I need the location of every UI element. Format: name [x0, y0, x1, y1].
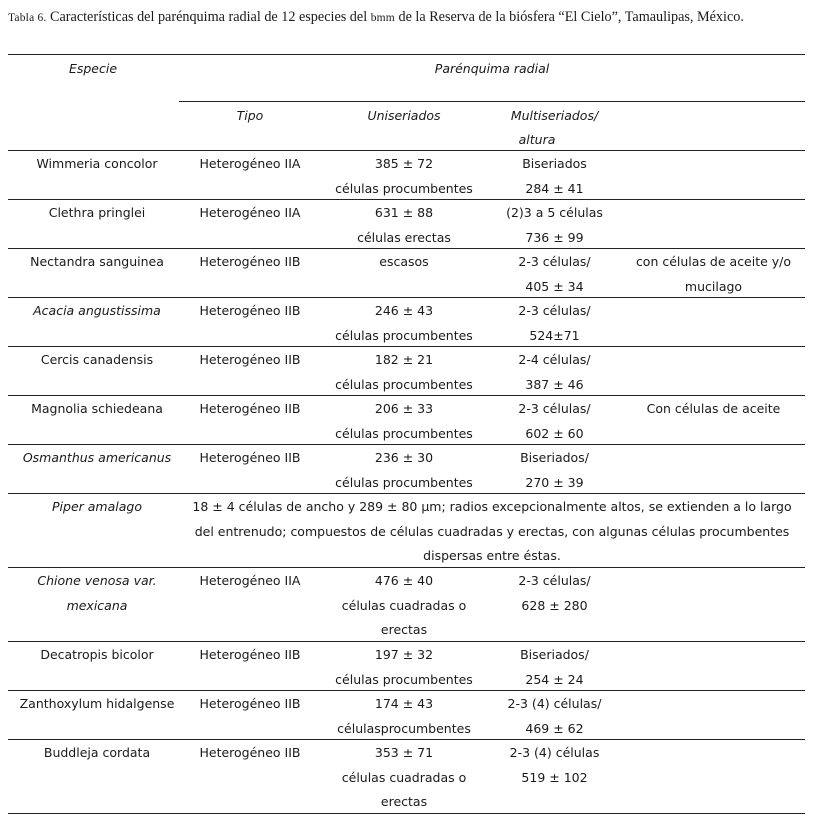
- row-rule: [8, 567, 805, 568]
- header-multiseriados: Multiseriados/: [510, 108, 599, 123]
- uniseriados-value: 476 ± 40: [374, 573, 434, 588]
- row-rule: [8, 248, 805, 249]
- uniseriados-value: 197 ± 32: [374, 647, 434, 662]
- caption-label: Tabla 6.: [8, 12, 47, 24]
- especie-name: Zanthoxylum hidalgense: [19, 696, 175, 711]
- especie-name: Chione venosa var.: [37, 573, 157, 588]
- especie-name: Buddleja cordata: [43, 745, 151, 760]
- row-rule: [8, 199, 805, 200]
- caption-text-end: de la Reserva de la biósfera “El Cielo”, Tamaulipas, México.: [394, 9, 744, 25]
- uniseriados-value: células procumbentes: [335, 327, 473, 343]
- especie-name: Piper amalago: [52, 499, 142, 514]
- row-rule: [8, 346, 805, 347]
- uniseriados-value: células procumbentes: [335, 671, 473, 687]
- uniseriados-value: células erectas: [357, 229, 451, 245]
- especie-name: Osmanthus americanus: [22, 450, 172, 465]
- uniseriados-value: 353 ± 71: [374, 745, 434, 760]
- uniseriados-value: células cuadradas o: [341, 597, 467, 613]
- table-caption: [8, 9, 814, 26]
- tipo-value: Heterogéneo IIB: [199, 696, 301, 711]
- tipo-value: Heterogéneo IIB: [199, 401, 301, 416]
- uniseriados-value: 236 ± 30: [374, 450, 434, 465]
- multiseriados-value: 2-3 células/: [518, 254, 591, 269]
- row-rule: [8, 739, 805, 740]
- especie-name: Clethra pringlei: [48, 205, 146, 220]
- especie-name: Nectandra sanguinea: [30, 254, 164, 269]
- multiseriados-value: 270 ± 39: [525, 474, 584, 490]
- multiseriados-value: 387 ± 46: [525, 376, 584, 392]
- uniseriados-value: escasos: [379, 254, 429, 269]
- especie-name: Magnolia schiedeana: [31, 401, 163, 416]
- uniseriados-value: 246 ± 43: [374, 303, 434, 318]
- uniseriados-value: 631 ± 88: [374, 205, 434, 220]
- extra-note: Con células de aceite: [646, 401, 781, 416]
- multiseriados-value: 519 ± 102: [521, 769, 588, 785]
- multiseriados-value: 2-3 células/: [518, 401, 591, 416]
- uniseriados-value: 385 ± 72: [374, 156, 434, 171]
- spanning-description: dispersas entre éstas.: [423, 548, 561, 563]
- row-rule: [8, 150, 805, 151]
- especie-name: mexicana: [66, 597, 128, 613]
- header-tipo: Tipo: [236, 108, 264, 123]
- spanning-description: 18 ± 4 células de ancho y 289 ± 80 μm; radios excepcionalmente altos, se extienden a lo largo: [192, 499, 792, 514]
- multiseriados-value: 254 ± 24: [525, 671, 584, 687]
- parenquima-rule: [179, 101, 805, 102]
- header-especie: Especie: [68, 61, 118, 76]
- uniseriados-value: 206 ± 33: [374, 401, 434, 416]
- tipo-value: Heterogéneo IIB: [199, 352, 301, 367]
- uniseriados-value: células procumbentes: [335, 376, 473, 392]
- uniseriados-value: células cuadradas o: [341, 769, 467, 785]
- multiseriados-value: Biseriados/: [520, 450, 589, 465]
- extra-note: con células de aceite y/o: [635, 254, 792, 269]
- multiseriados-value: 628 ± 280: [521, 597, 588, 613]
- tipo-value: Heterogéneo IIA: [199, 205, 301, 220]
- multiseriados-value: 2-3 (4) células: [509, 745, 600, 760]
- multiseriados-value: 405 ± 34: [525, 278, 584, 294]
- row-rule: [8, 641, 805, 642]
- especie-name: Wimmeria concolor: [36, 156, 158, 171]
- uniseriados-value: 174 ± 43: [374, 696, 434, 711]
- uniseriados-value: células procumbentes: [335, 425, 473, 441]
- uniseriados-value: células procumbentes: [335, 180, 473, 196]
- multiseriados-value: 2-3 células/: [518, 303, 591, 318]
- multiseriados-value: 2-3 (4) células/: [507, 696, 602, 711]
- multiseriados-value: (2)3 a 5 células: [506, 205, 603, 220]
- spanning-description: del entrenudo; compuestos de células cuadradas y erectas, con algunas células procumbentes: [194, 523, 790, 539]
- uniseriados-value: erectas: [380, 622, 428, 637]
- tipo-value: Heterogéneo IIB: [199, 254, 301, 269]
- row-rule: [8, 690, 805, 691]
- caption-text: Características del parénquima radial de 12 especies del: [46, 9, 371, 25]
- especie-name: Acacia angustissima: [33, 303, 161, 318]
- extra-note: mucilago: [684, 278, 743, 294]
- row-rule: [8, 297, 805, 298]
- caption-abbr: bmm: [370, 12, 395, 24]
- tipo-value: Heterogéneo IIA: [199, 573, 301, 588]
- multiseriados-value: 284 ± 41: [525, 180, 584, 196]
- row-rule: [8, 444, 805, 445]
- tipo-value: Heterogéneo IIB: [199, 745, 301, 760]
- multiseriados-value: 736 ± 99: [525, 229, 584, 245]
- uniseriados-value: célulasprocumbentes: [337, 720, 471, 736]
- multiseriados-value: 469 ± 62: [525, 720, 584, 736]
- header-altura: altura: [518, 132, 556, 147]
- tipo-value: Heterogéneo IIB: [199, 450, 301, 465]
- tipo-value: Heterogéneo IIB: [199, 303, 301, 318]
- header-uniseriados: Uniseriados: [367, 108, 441, 123]
- row-rule: [8, 493, 805, 494]
- multiseriados-value: 602 ± 60: [525, 425, 584, 441]
- tipo-value: Heterogéneo IIB: [199, 647, 301, 662]
- uniseriados-value: erectas: [380, 794, 428, 809]
- header-parenquima: Parénquima radial: [434, 61, 550, 76]
- multiseriados-value: Biseriados: [522, 156, 587, 171]
- top-rule: [8, 54, 805, 55]
- row-rule: [8, 395, 805, 396]
- bottom-rule: [8, 813, 805, 814]
- multiseriados-value: 524±71: [529, 327, 580, 343]
- uniseriados-value: células procumbentes: [335, 474, 473, 490]
- especie-name: Decatropis bicolor: [40, 647, 154, 662]
- multiseriados-value: 2-4 células/: [518, 352, 591, 367]
- multiseriados-value: Biseriados/: [520, 647, 589, 662]
- multiseriados-value: 2-3 células/: [518, 573, 591, 588]
- especie-name: Cercis canadensis: [40, 352, 154, 367]
- uniseriados-value: 182 ± 21: [374, 352, 434, 367]
- tipo-value: Heterogéneo IIA: [199, 156, 301, 171]
